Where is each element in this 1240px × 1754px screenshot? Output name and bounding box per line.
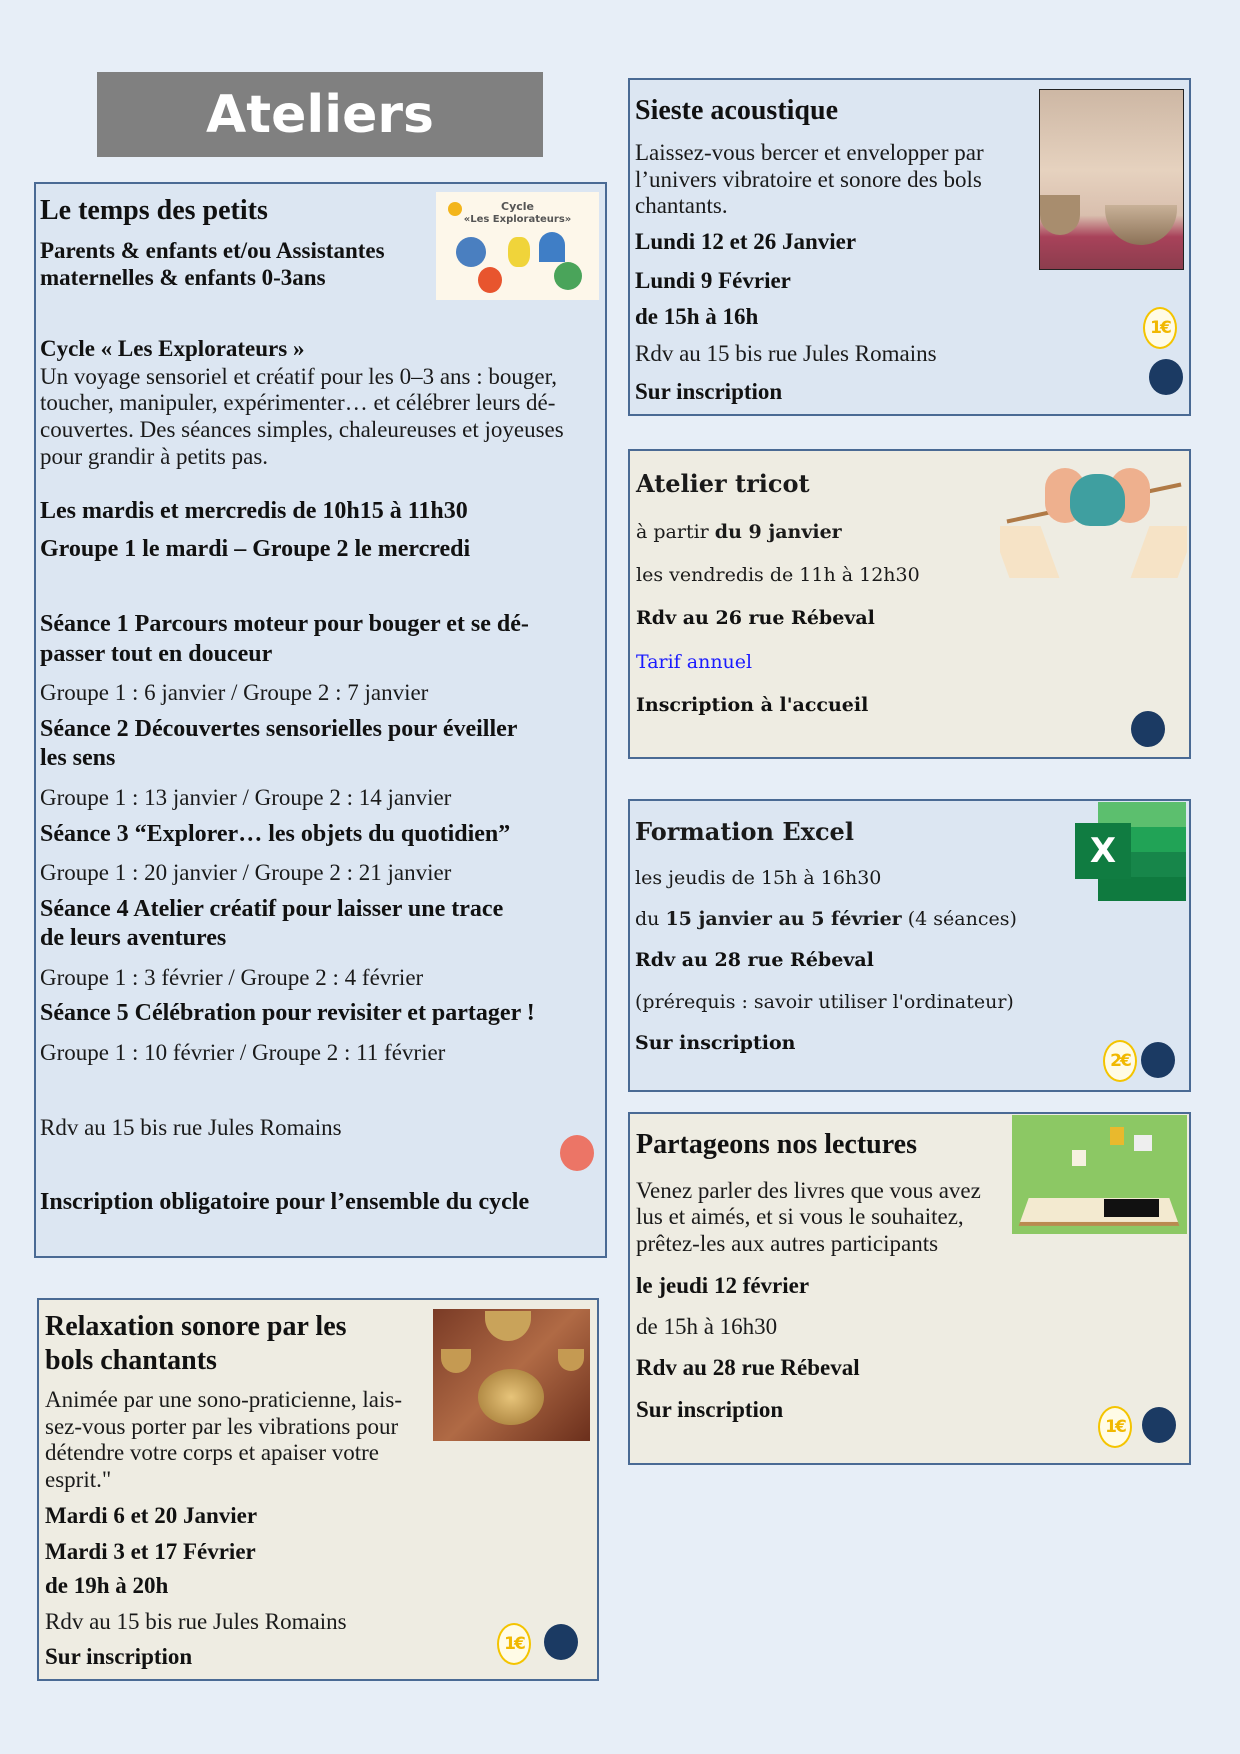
description-line: Laissez-vous bercer et envelopper par <box>635 140 984 165</box>
card-heading: bols chantants <box>45 1345 217 1376</box>
session-dates: Groupe 1 : 6 janvier / Groupe 2 : 7 janvier <box>40 680 429 705</box>
status-dot <box>1131 711 1165 747</box>
excel-logo-icon <box>1075 802 1186 901</box>
location: Rdv au 15 bis rue Jules Romains <box>635 341 937 366</box>
description-line: l’univers vibratoire et sonore des bols <box>635 167 982 192</box>
card-heading: Formation Excel <box>635 817 854 846</box>
period-prefix: du <box>635 908 666 930</box>
location: Rdv au 15 bis rue Jules Romains <box>45 1609 347 1634</box>
description-line: pour grandir à petits pas. <box>40 444 269 469</box>
price-badge: 1€ <box>497 1623 531 1665</box>
card-heading: Relaxation sonore par les <box>45 1311 347 1342</box>
description-line: couvertes. Des séances simples, chaleureuses et joyeuses <box>40 417 564 442</box>
status-dot <box>544 1624 578 1660</box>
card-heading: Sieste acoustique <box>635 95 838 126</box>
prerequisite: (prérequis : savoir utiliser l'ordinateur) <box>635 991 1014 1013</box>
start-date: du 9 janvier <box>714 521 842 543</box>
date-line: Lundi 9 Février <box>635 268 791 293</box>
page-title: Ateliers <box>206 84 434 145</box>
open-book-image <box>1012 1115 1187 1234</box>
status-dot <box>1149 359 1183 395</box>
location: Rdv au 28 rue Rébeval <box>635 949 874 971</box>
price-badge: 1€ <box>1098 1406 1132 1448</box>
groups: Groupe 1 le mardi – Groupe 2 le mercredi <box>40 536 471 562</box>
excel-logo-letter: X <box>1075 823 1131 879</box>
session-dates: Groupe 1 : 13 janvier / Groupe 2 : 14 janvier <box>40 785 452 810</box>
time: de 19h à 20h <box>45 1573 169 1598</box>
session-title: Séance 3 “Explorer… les objets du quotidien” <box>40 821 511 847</box>
session-title: Séance 4 Atelier créatif pour laisser une trace <box>40 896 504 922</box>
status-dot <box>1142 1407 1176 1443</box>
price-badge: 2€ <box>1103 1040 1137 1082</box>
registration: Inscription à l'accueil <box>636 694 869 716</box>
period-suffix: (4 séances) <box>901 908 1017 930</box>
session-dates: Groupe 1 : 3 février / Groupe 2 : 4 février <box>40 965 424 990</box>
schedule: Les mardis et mercredis de 10h15 à 11h30 <box>40 498 468 524</box>
date-line: Mardi 3 et 17 Février <box>45 1539 256 1564</box>
description-line: prêtez-les aux autres participants <box>636 1231 939 1256</box>
image-caption: Cycle <box>501 200 534 213</box>
card-heading: Atelier tricot <box>636 469 810 498</box>
session-dates: Groupe 1 : 10 février / Groupe 2 : 11 février <box>40 1040 446 1065</box>
page-title-banner <box>97 72 543 157</box>
singing-bowls-image <box>433 1309 590 1441</box>
date: le jeudi 12 février <box>636 1273 810 1298</box>
schedule: les vendredis de 11h à 12h30 <box>636 564 920 586</box>
registration: Sur inscription <box>636 1397 784 1422</box>
card-heading: Le temps des petits <box>40 195 268 226</box>
audience-line: Parents & enfants et/ou Assistantes <box>40 238 385 263</box>
description-line: chantants. <box>635 193 728 218</box>
description-line: Animée par une sono-praticienne, lais- <box>45 1387 403 1412</box>
registration: Sur inscription <box>635 379 783 404</box>
schedule: les jeudis de 15h à 16h30 <box>635 867 882 889</box>
date-line: Mardi 6 et 20 Janvier <box>45 1503 258 1528</box>
session-title: Séance 1 Parcours moteur pour bouger et se dé- <box>40 611 529 637</box>
registration: Sur inscription <box>635 1032 796 1054</box>
date-line: Lundi 12 et 26 Janvier <box>635 229 857 254</box>
session-title: les sens <box>40 745 116 771</box>
description-line: sez-vous porter par les vibrations pour <box>45 1414 399 1439</box>
location: Rdv au 28 rue Rébeval <box>636 1355 860 1380</box>
description-line: Un voyage sensoriel et créatif pour les 0–3 ans : bouger, <box>40 364 558 389</box>
image-caption: «Les Explorateurs» <box>463 214 572 225</box>
session-title: Séance 5 Célébration pour revisiter et partager ! <box>40 1000 535 1026</box>
location: Rdv au 15 bis rue Jules Romains <box>40 1115 342 1140</box>
session-title: passer tout en douceur <box>40 641 273 667</box>
session-title: Séance 2 Découvertes sensorielles pour éveiller <box>40 716 518 742</box>
description-line: toucher, manipuler, expérimenter… et célébrer leurs dé- <box>40 390 556 415</box>
start-prefix: à partir <box>636 521 715 543</box>
cycle-title: Cycle « Les Explorateurs » <box>40 336 305 361</box>
status-dot <box>560 1135 594 1171</box>
description-line: Venez parler des livres que vous avez <box>636 1178 981 1203</box>
session-title: de leurs aventures <box>40 925 227 951</box>
price-badge: 1€ <box>1143 307 1177 349</box>
audience-line: maternelles & enfants 0-3ans <box>40 265 326 290</box>
location: Rdv au 26 rue Rébeval <box>636 607 875 629</box>
sieste-room-image <box>1039 89 1184 270</box>
description-line: détendre votre corps et apaiser votre <box>45 1440 379 1465</box>
status-dot <box>1141 1042 1175 1078</box>
description-line: esprit." <box>45 1467 112 1492</box>
registration: Sur inscription <box>45 1644 193 1669</box>
time: de 15h à 16h <box>635 304 759 329</box>
period: 15 janvier au 5 février <box>665 908 902 930</box>
description-line: lus et aimés, et si vous le souhaitez, <box>636 1204 964 1229</box>
session-dates: Groupe 1 : 20 janvier / Groupe 2 : 21 janvier <box>40 860 452 885</box>
explorateurs-image <box>436 192 599 300</box>
card-heading: Partageons nos lectures <box>636 1129 917 1160</box>
tarif-link[interactable]: Tarif annuel <box>636 651 753 673</box>
time: de 15h à 16h30 <box>636 1314 778 1339</box>
registration: Inscription obligatoire pour l’ensemble du cycle <box>40 1189 530 1215</box>
knitting-illustration <box>1000 456 1187 579</box>
